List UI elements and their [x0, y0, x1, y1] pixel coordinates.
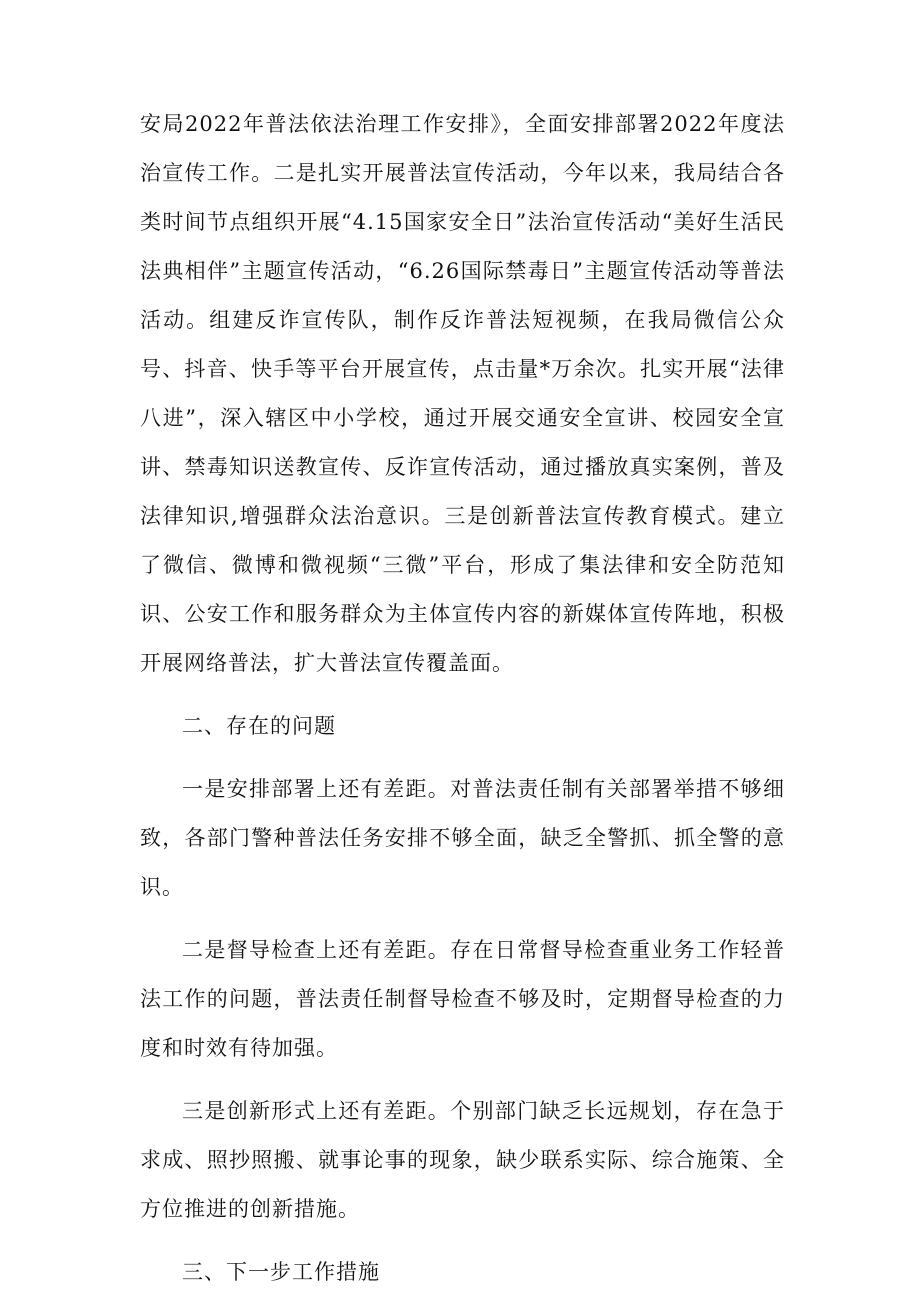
spacer	[140, 751, 785, 765]
section-heading-next-steps: 三、下一步工作措施	[182, 1260, 380, 1284]
document-body	[140, 100, 785, 1297]
problem-paragraph-2: 二是督导检查上还有差距。存在日常督导检查重业务工作轻普法工作的问题，普法责任制督导检查不够及时，定期督导检查的力度和时效有待加强。	[140, 938, 785, 1060]
problem-paragraph-1: 一是安排部署上还有差距。对普法责任制有关部署举措不够细致，各部门警种普法任务安排不够全面，缺乏全警抓、抓全警的意识。	[140, 777, 785, 899]
paragraph-continuation: 安局2022年普法依法治理工作安排》，全面安排部署2022年度法治宣传工作。二是扎实开展普法宣传活动，今年以来，我局结合各类时间节点组织开展“4.15国家安全日”法治宣传活动“美好生活民法典相伴”主题宣传活动，“6.26国际禁毒日”主题宣传活动等普法活动。组建反诈宣传队，制作反诈普法短视频，在我局微信公众号、抖音、快手等平台开展宣传，点击量*万余次。扎实开展“法律八进”，深入辖区中小学校，通过开展交通安全宣讲、校园安全宣讲、禁毒知识送教宣传、反诈宣传活动，通过播放真实案例，普及法律知识,增强群众法治意识。三是创新普法宣传教育模式。建立了微信、微博和微视频“三微”平台，形成了集法律和安全防范知识、公安工作和服务群众为主体宣传内容的新媒体宣传阵地，积极开展网络普法，扩大普法宣传覆盖面。	[140, 112, 785, 675]
spacer	[140, 912, 785, 926]
spacer	[140, 1234, 785, 1248]
problem-paragraph-3: 三是创新形式上还有差距。个别部门缺乏长远规划，存在急于求成、照抄照搬、就事论事的现象，缺少联系实际、综合施策、全方位推进的创新措施。	[140, 1099, 785, 1221]
spacer	[140, 1073, 785, 1087]
section-heading-problems: 二、存在的问题	[182, 714, 336, 738]
spacer	[140, 688, 785, 702]
